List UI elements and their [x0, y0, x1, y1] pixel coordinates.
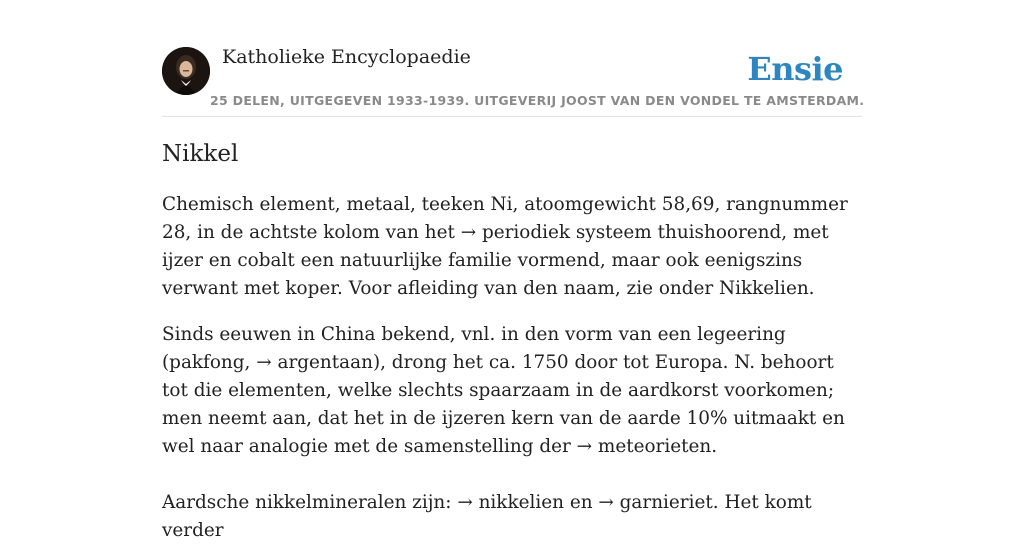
paragraph-text: . [711, 436, 718, 457]
encyclopedia-subtitle: 25 DELEN, UITGEGEVEN 1933-1939. UITGEVERIJ JOOST VAN DEN VONDEL TE AMSTERDAM. [210, 93, 865, 108]
portrait-icon [162, 47, 210, 95]
paragraph-text: Chemisch element, metaal, teeken Ni, atoomgewicht 58,69, rangnummer 28, in de achtste kolom van het [162, 194, 848, 243]
article-title: Nikkel [162, 141, 239, 167]
link-periodiek-systeem[interactable]: → periodiek systeem [460, 222, 652, 243]
paragraph-text: Aardsche nikkelmineralen zijn: [162, 492, 458, 513]
link-argentaan[interactable]: → argentaan [256, 352, 373, 373]
site-title[interactable]: Katholieke Encyclopaedie [222, 46, 471, 68]
avatar[interactable] [162, 47, 210, 95]
page-container [162, 0, 865, 545]
article-paragraph-2 [162, 321, 862, 461]
paragraph-text: Sinds eeuwen in China bekend, vnl. in den vorm van een legeering (pakfong, [162, 324, 786, 373]
paragraph-text: ), drong het ca. 1750 door tot Europa. N. behoort tot die elementen, welke slechts spaarzaam in de aardkorst voorkomen; men neemt aan, dat het in de ijzeren kern van de aarde 10% uitmaakt en wel naar analogie met de samenstelling der [162, 352, 845, 457]
link-meteorieten[interactable]: → meteorieten [576, 436, 712, 457]
paragraph-text: thuishoorend, met ijzer en cobalt een natuurlijke familie vormend, maar ook eenigszins verwant met koper. Voor afleiding van den naam, zie onder Nikkelien. [162, 222, 829, 299]
article-paragraph-1 [162, 191, 862, 303]
paragraph-text: en [563, 492, 599, 513]
article-paragraph-3 [162, 489, 862, 545]
brand-logo[interactable]: Ensie [747, 50, 843, 88]
site-header [162, 0, 865, 117]
link-garnieriet[interactable]: → garnieriet [598, 492, 713, 513]
paragraph-text: . Het komt verder [162, 492, 812, 541]
link-nikkelien[interactable]: → nikkelien [457, 492, 564, 513]
